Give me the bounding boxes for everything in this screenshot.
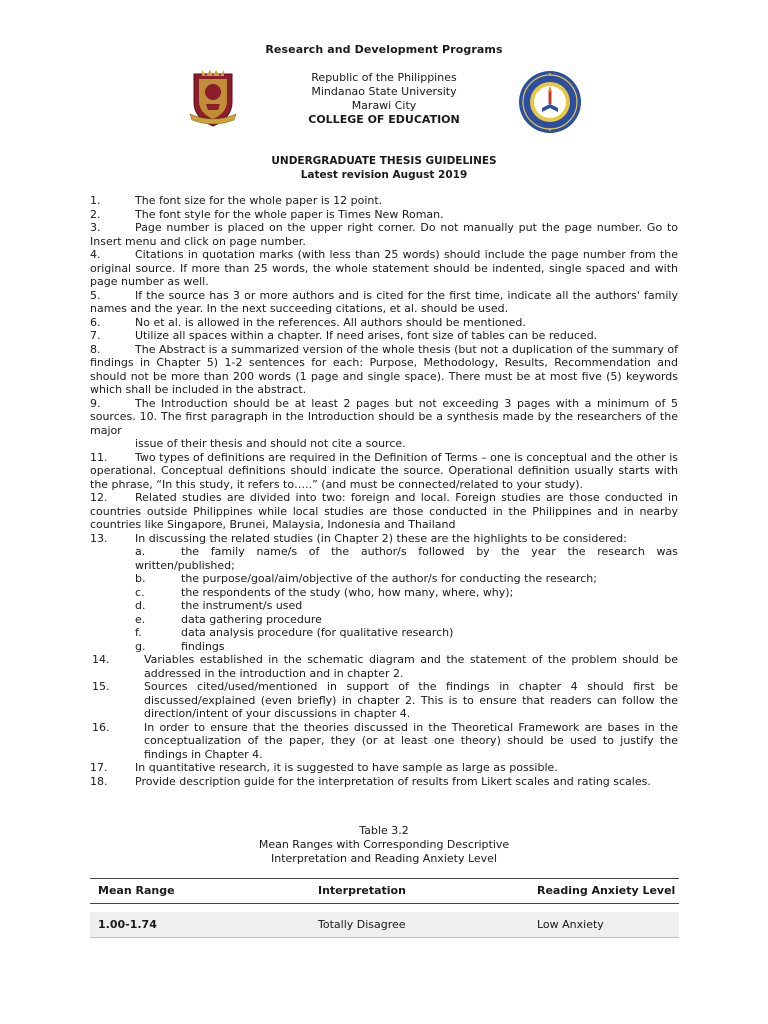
- university-line: Mindanao State University: [311, 85, 457, 98]
- sub-list-item: e. data gathering procedure: [135, 612, 322, 626]
- guidelines-list: [90, 194, 678, 788]
- list-item: 14. Variables established in the schematic diagram and the statement of the problem should be addressed in the introduction and in chapter 2.: [92, 653, 678, 680]
- republic-line: Republic of the Philippines: [311, 71, 457, 84]
- list-item: 9. The Introduction should be at least 2 pages but not exceeding 3 pages with a minimum of 5 sources. 10. The first paragraph in the Introduction should be a synthesis made by the researchers of the major: [90, 396, 678, 437]
- table-row: [90, 912, 679, 938]
- msu-seal-logo: [188, 68, 238, 128]
- list-item: 1. The font size for the whole paper is 12 point.: [90, 194, 383, 207]
- sub-list-item: c. the respondents of the study (who, how many, where, why);: [135, 585, 514, 599]
- sub-list-item: g. findings: [135, 639, 225, 653]
- table-cell: Low Anxiety: [529, 912, 679, 938]
- column-header-mean-range: Mean Range: [90, 879, 310, 904]
- revision-line: Latest revision August 2019: [300, 169, 468, 181]
- column-header-interpretation: Interpretation: [310, 879, 529, 904]
- college-of-education-seal-logo: [518, 70, 582, 134]
- sub-list-item: a. the family name/s of the author/s followed by the year the research was written/published;: [135, 545, 678, 572]
- table-cell: 1.00-1.74: [90, 912, 310, 938]
- list-item: 18. Provide description guide for the interpretation of results from Likert scales and rating scales.: [90, 774, 651, 788]
- list-item: 3. Page number is placed on the upper right corner. Do not manually put the page number. Go to Insert menu and click on page number.: [90, 221, 678, 248]
- list-item: 17. In quantitative research, it is suggested to have sample as large as possible.: [90, 761, 558, 774]
- list-item: 16. In order to ensure that the theories discussed in the Theoretical Framework are bases in the conceptualization of the paper, they (or at least one theory) should be used to justify the findings in Chapter 4.: [92, 720, 678, 761]
- table-cell: Totally Disagree: [310, 912, 529, 938]
- program-heading: Research and Development Programs: [265, 43, 503, 56]
- table-divider: [90, 904, 679, 913]
- title-line: UNDERGRADUATE THESIS GUIDELINES: [271, 155, 497, 167]
- table-header-row: [90, 879, 679, 904]
- sub-list-item: b. the purpose/goal/aim/objective of the author/s for conducting the research;: [135, 572, 597, 585]
- document-title: [0, 154, 768, 182]
- list-item-continuation: issue of their thesis and should not cite a source.: [135, 437, 406, 450]
- list-item: 12. Related studies are divided into two: foreign and local. Foreign studies are those conducted in countries outside Philippines while local studies are those conducted in the Philippines and in nearby countries like Singapore, Brunei, Malaysia, Indonesia and Thailand: [90, 491, 678, 531]
- list-item: 15. Sources cited/used/mentioned in support of the findings in chapter 4 should first be discussed/explained (even briefly) in chapter 2. This is to ensure that readers can follow the direction/intent of your discussions in chapter 4.: [92, 680, 678, 720]
- institution-block: [234, 71, 534, 127]
- college-line: COLLEGE OF EDUCATION: [308, 113, 460, 126]
- list-item: 8. The Abstract is a summarized version of the whole thesis (but not a duplication of the summary of findings in Chapter 5) 1-2 sentences for each: Purpose, Methodology, Results, Recommendation and should not be more than 200 words (1 page and single space). There must be at most five (5) keywords which shall be included in the abstract.: [90, 342, 679, 396]
- column-header-reading-anxiety: Reading Anxiety Level: [529, 879, 679, 904]
- table-caption-line: Mean Ranges with Corresponding Descriptive: [258, 838, 510, 851]
- list-item: 13. In discussing the related studies (in Chapter 2) these are the highlights to be considered:: [90, 531, 627, 545]
- table-caption: [0, 824, 768, 866]
- mean-ranges-table: [90, 878, 679, 938]
- sub-list-item: d. the instrument/s used: [135, 599, 303, 612]
- list-item: 2. The font style for the whole paper is Times New Roman.: [90, 207, 444, 221]
- list-item: 4. Citations in quotation marks (with less than 25 words) should include the page number from the original source. If more than 25 words, the whole statement should be indented, single spaced and with page number as well.: [90, 248, 678, 288]
- list-item: 5. If the source has 3 or more authors and is cited for the first time, indicate all the authors' family names and the year. In the next succeeding citations, et al. should be used.: [90, 288, 678, 315]
- table-label: Table 3.2: [359, 824, 409, 837]
- list-item: 11. Two types of definitions are required in the Definition of Terms – one is conceptual and the other is operational. Conceptual definitions should indicate the source. Operational definition usually starts with the phrase, “In this study, it refers to…..” (and must be connected/related to your study).: [90, 450, 678, 491]
- city-line: Marawi City: [351, 99, 417, 112]
- list-item: 7. Utilize all spaces within a chapter. If need arises, font size of tables can be reduced.: [90, 329, 598, 342]
- list-item: 6. No et al. is allowed in the references. All authors should be mentioned.: [90, 315, 526, 329]
- sub-list-item: f. data analysis procedure (for qualitative research): [135, 626, 454, 639]
- table-caption-line: Interpretation and Reading Anxiety Level: [271, 852, 497, 865]
